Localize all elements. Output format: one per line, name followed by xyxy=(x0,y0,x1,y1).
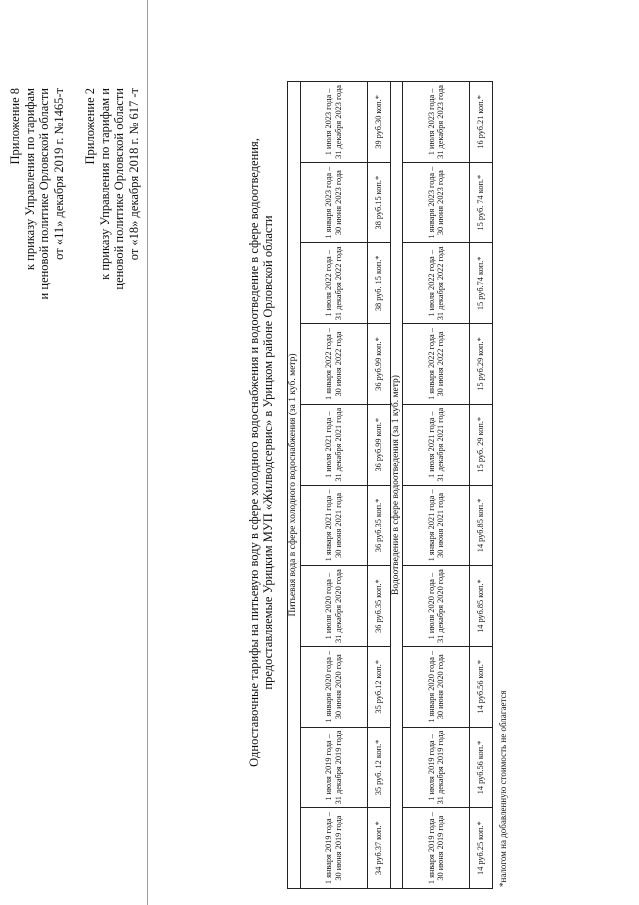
price-cell: 34 руб.37 коп.* xyxy=(367,808,390,889)
title-line: предоставляемые Урицким МУП «Жилводсервис» в Урицком районе Орловской области xyxy=(261,215,275,690)
price-cell: 35 руб. 12 коп.* xyxy=(367,727,390,808)
period-cell: 1 января 2020 года – 30 июня 2020 года xyxy=(403,646,470,727)
sewage-periods-row xyxy=(403,82,470,889)
section-row-sewage xyxy=(390,82,403,889)
period-cell: 1 января 2020 года – 30 июня 2020 года xyxy=(300,646,367,727)
price-cell: 39 руб.30 коп.* xyxy=(367,82,390,163)
period-cell: 1 июля 2020 года – 31 декабря 2020 года xyxy=(403,566,470,647)
period-cell: 1 июля 2022 года – 31 декабря 2022 года xyxy=(300,243,367,324)
appendix-original-line: к приказу Управления по тарифам и xyxy=(97,88,112,280)
price-cell: 14 руб.85 коп.* xyxy=(470,485,493,566)
appendix-original-number: Приложение 2 xyxy=(83,88,97,165)
appendix-current-block xyxy=(8,88,66,388)
period-cell: 1 января 2022 года – 30 июня 2022 года xyxy=(403,324,470,405)
period-cell: 1 июля 2023 года – 31 декабря 2023 года xyxy=(403,82,470,163)
period-cell: 1 января 2019 года – 30 июня 2019 года xyxy=(300,808,367,889)
price-cell: 38 руб.15 коп.* xyxy=(367,162,390,243)
period-cell: 1 января 2021 года – 30 июня 2021 года xyxy=(403,485,470,566)
title-line: Одноставочные тарифы на питьевую воду в сфере холодного водоснабжения и водоотведение в сфере водоотведения, xyxy=(247,138,261,767)
appendix-original-line: ценовой политике Орловской области xyxy=(112,88,126,290)
appendix-original-block xyxy=(83,88,141,388)
price-cell: 35 руб.12 коп.* xyxy=(367,646,390,727)
sewage-prices-row xyxy=(470,82,493,889)
period-cell: 1 июля 2020 года – 31 декабря 2020 года xyxy=(300,566,367,647)
price-cell: 15 руб.74 коп.* xyxy=(470,243,493,324)
price-cell: 36 руб.99 коп.* xyxy=(367,404,390,485)
vat-footnote: *налогом на добавленную стоимость не облагается xyxy=(498,690,508,887)
price-cell: 14 руб.85 коп.* xyxy=(470,566,493,647)
price-cell: 14 руб.56 коп.* xyxy=(470,727,493,808)
price-cell: 16 руб.21 коп.* xyxy=(470,82,493,163)
appendix-current-line: к приказу Управления по тарифам xyxy=(22,88,37,271)
period-cell: 1 января 2023 года – 30 июня 2023 года xyxy=(300,162,367,243)
period-cell: 1 июля 2019 года – 31 декабря 2019 года xyxy=(403,727,470,808)
period-cell: 1 января 2022 года – 30 июня 2022 года xyxy=(300,324,367,405)
period-cell: 1 июля 2021 года – 31 декабря 2021 года xyxy=(403,404,470,485)
water-prices-row xyxy=(367,82,390,889)
period-cell: 1 июля 2022 года – 31 декабря 2022 года xyxy=(403,243,470,324)
period-cell: 1 января 2023 года – 30 июня 2023 года xyxy=(403,162,470,243)
price-cell: 36 руб.35 коп.* xyxy=(367,485,390,566)
section-header-sewage: Водоотведение в сфере водоотведения (за 1 куб. метр) xyxy=(390,82,403,889)
price-cell: 36 руб.35 коп.* xyxy=(367,566,390,647)
appendix-original-date: от «18» декабря 2018 г. № 617 -т xyxy=(126,88,141,261)
appendix-current-line: и ценовой политике Орловской области xyxy=(37,88,51,300)
price-cell: 14 руб.56 коп.* xyxy=(470,646,493,727)
water-periods-row xyxy=(300,82,367,889)
price-cell: 15 руб. 74 коп.* xyxy=(470,162,493,243)
price-cell: 14 руб.25 коп.* xyxy=(470,808,493,889)
section-header-water: Питьевая вода в сфере холодного водоснабжения (за 1 куб. метр) xyxy=(288,82,301,889)
price-cell: 38 руб. 15 коп.* xyxy=(367,243,390,324)
appendix-current-number: Приложение 8 xyxy=(8,88,22,165)
price-cell: 15 руб.29 коп.* xyxy=(470,324,493,405)
section-row-water xyxy=(288,82,301,889)
document-title xyxy=(247,30,275,875)
appendix-current-date: от «11» декабря 2019 г. №1465-т xyxy=(51,88,66,260)
period-cell: 1 июля 2021 года – 31 декабря 2021 года xyxy=(300,404,367,485)
period-cell: 1 июля 2019 года – 31 декабря 2019 года xyxy=(300,727,367,808)
tariff-table xyxy=(287,81,493,889)
margin-line xyxy=(147,0,148,905)
price-cell: 15 руб. 29 коп.* xyxy=(470,404,493,485)
period-cell: 1 июля 2023 года – 31 декабря 2023 года xyxy=(300,82,367,163)
period-cell: 1 января 2019 года – 30 июня 2019 года xyxy=(403,808,470,889)
price-cell: 36 руб.99 коп.* xyxy=(367,324,390,405)
period-cell: 1 января 2021 года – 30 июня 2021 года xyxy=(300,485,367,566)
